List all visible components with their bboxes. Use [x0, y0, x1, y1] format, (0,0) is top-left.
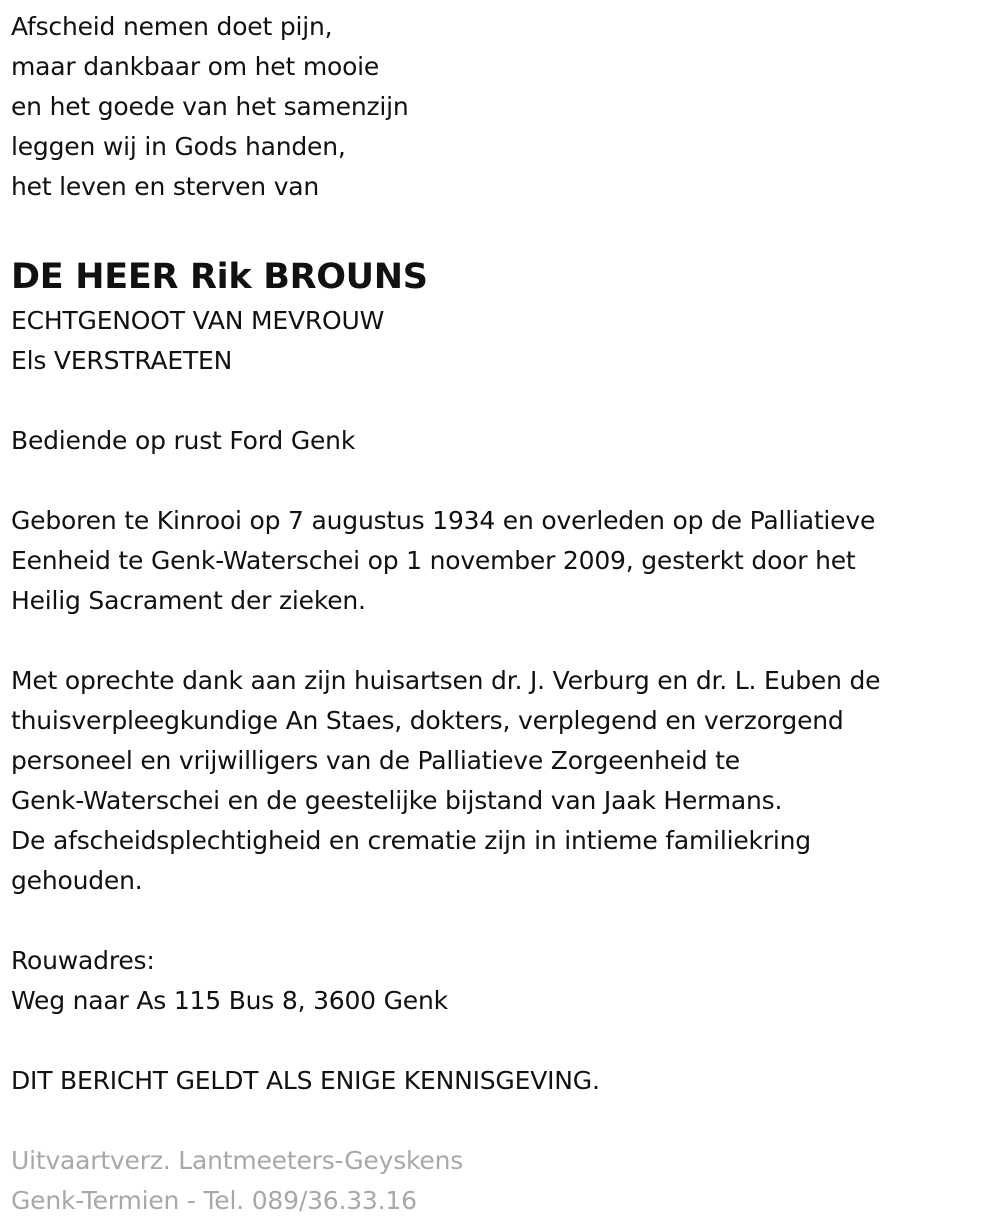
deceased-name: DE HEER Rik BROUNS — [11, 257, 428, 297]
poem-line: leggen wij in Gods handen, — [11, 132, 346, 161]
address-block — [11, 941, 991, 1021]
footer-line: Genk-Termien - Tel. 089/36.33.16 — [11, 1186, 417, 1215]
occupation: Bediende op rust Ford Genk — [11, 426, 356, 455]
poem-line: en het goede van het samenzijn — [11, 92, 409, 121]
spouse-line: Els VERSTRAETEN — [11, 346, 233, 375]
paragraph-line: Eenheid te Genk-Waterschei op 1 november 2009, gesterkt door het — [11, 546, 856, 575]
paragraph-line: Geboren te Kinrooi op 7 augustus 1934 en overleden op de Palliatieve — [11, 506, 876, 535]
poem-line: Afscheid nemen doet pijn, — [11, 12, 333, 41]
poem-block — [11, 7, 991, 207]
paragraph-line: Genk-Waterschei en de geestelijke bijstand van Jaak Hermans. — [11, 786, 783, 815]
obituary-notice — [11, 7, 991, 1221]
paragraph-line: De afscheidsplechtigheid en crematie zijn in intieme familiekring — [11, 826, 811, 855]
paragraph-line: Met oprechte dank aan zijn huisartsen dr. J. Verburg en dr. L. Euben de — [11, 666, 881, 695]
birth-death-paragraph — [11, 501, 991, 621]
paragraph-line: thuisverpleegkundige An Staes, dokters, verplegend en verzorgend — [11, 706, 844, 735]
address-label: Rouwadres: — [11, 946, 155, 975]
poem-line: maar dankbaar om het mooie — [11, 52, 380, 81]
poem-line: het leven en sterven van — [11, 172, 320, 201]
paragraph-line: gehouden. — [11, 866, 143, 895]
spouse-block — [11, 301, 991, 381]
funeral-home-footer — [11, 1141, 991, 1221]
paragraph-line: personeel en vrijwilligers van de Palliatieve Zorgeenheid te — [11, 746, 740, 775]
spouse-line: ECHTGENOOT VAN MEVROUW — [11, 306, 385, 335]
paragraph-line: Heilig Sacrament der zieken. — [11, 586, 366, 615]
thanks-paragraph — [11, 661, 991, 901]
address-value: Weg naar As 115 Bus 8, 3600 Genk — [11, 986, 448, 1015]
notice-line: DIT BERICHT GELDT ALS ENIGE KENNISGEVING. — [11, 1066, 600, 1095]
footer-line: Uitvaartverz. Lantmeeters-Geyskens — [11, 1146, 464, 1175]
